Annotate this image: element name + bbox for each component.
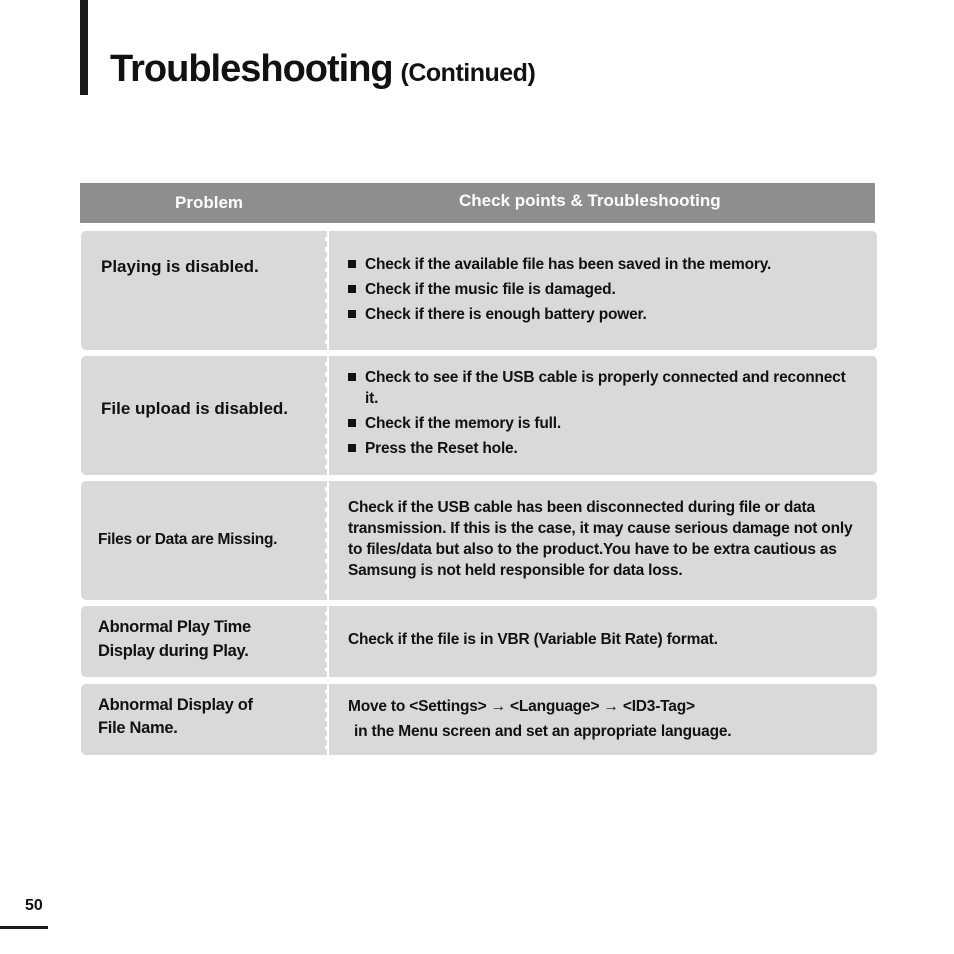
problem-line: Display during Play. xyxy=(98,642,249,660)
problem-label xyxy=(98,694,253,740)
item-text: Check to see if the USB cable is properly connected and reconnect it. xyxy=(365,369,846,407)
header-check-points: Check points & Troubleshooting xyxy=(459,191,721,210)
table-row xyxy=(81,606,877,677)
check-points xyxy=(348,367,857,463)
page-title xyxy=(110,48,535,91)
bullet-square-icon xyxy=(348,260,356,268)
problem-label xyxy=(98,615,251,663)
row-divider xyxy=(325,356,329,475)
title-accent-bar xyxy=(80,0,88,95)
instruction-line: Move to <Settings> → <Language> → <ID3-Tag> xyxy=(348,698,695,715)
check-points-text: Check if the USB cable has been disconnected during file or data transmission. If this is the case, it may cause serious damage not only to files/data but also to the product.You have to be extra cautious as Samsung is not held responsible for data loss. xyxy=(348,499,853,579)
title-main: Troubleshooting xyxy=(110,48,393,90)
row-divider xyxy=(325,231,329,350)
problem-label: Playing is disabled. xyxy=(101,257,259,276)
problem-line: Abnormal Play Time xyxy=(98,618,251,636)
table-row xyxy=(81,481,877,600)
item-text: Press the Reset hole. xyxy=(365,440,518,457)
table-row xyxy=(81,684,877,755)
list-item xyxy=(348,438,857,459)
problem-line: File Name. xyxy=(98,719,178,737)
bullet-square-icon xyxy=(348,419,356,427)
page-number: 50 xyxy=(25,897,43,914)
item-text: Check if the memory is full. xyxy=(365,415,561,432)
table-row xyxy=(81,356,877,475)
problem-label: Files or Data are Missing. xyxy=(98,531,278,548)
item-text: Check if there is enough battery power. xyxy=(365,306,647,323)
list-item xyxy=(348,254,857,275)
check-points xyxy=(348,254,857,329)
title-sub: (Continued) xyxy=(400,59,536,87)
instruction-line: in the Menu screen and set an appropriate language. xyxy=(354,723,732,740)
row-divider xyxy=(325,684,329,755)
problem-line: Abnormal Display of xyxy=(98,696,253,714)
item-text: Check if the music file is damaged. xyxy=(365,281,616,298)
row-divider xyxy=(325,606,329,677)
header-problem: Problem xyxy=(175,193,244,212)
problem-label: File upload is disabled. xyxy=(101,399,289,418)
check-points-text: Check if the file is in VBR (Variable Bit Rate) format. xyxy=(348,631,718,648)
bullet-square-icon xyxy=(348,373,356,381)
page-number-underline xyxy=(0,926,48,929)
item-text: Check if the available file has been saved in the memory. xyxy=(365,256,772,273)
list-item xyxy=(348,413,857,434)
bullet-square-icon xyxy=(348,444,356,452)
list-item xyxy=(348,367,857,409)
table-header xyxy=(80,183,875,223)
table-row xyxy=(81,231,877,350)
bullet-square-icon xyxy=(348,310,356,318)
list-item xyxy=(348,279,857,300)
bullet-square-icon xyxy=(348,285,356,293)
list-item xyxy=(348,304,857,325)
row-divider xyxy=(325,481,329,600)
check-points-text xyxy=(348,694,857,744)
